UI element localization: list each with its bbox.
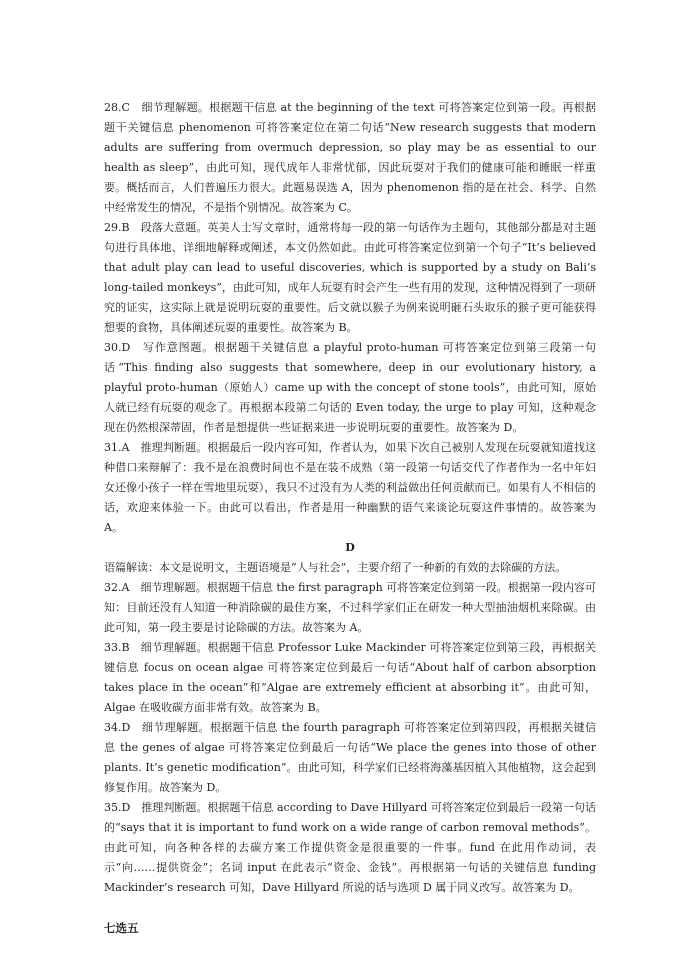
answer-30: 30.D 写作意图题。根据题干关键信息 a playful proto-human 可将答案定位到第三段第一句话“This finding also suggests that somewhere, deep in our evolutionary history, a playful proto-human（原始人）came up with the concept of stone tools”，由此可知，原始人就已经有玩耍的观念了。再根据本段第二句话的 Even today, the urge to play 可知，这种观念现在仍然根深蒂固，作者是想提供一些证据来进一步说明玩耍的重要性。故答案为 D。: [104, 341, 596, 434]
section-d-heading: D: [345, 541, 355, 554]
answer-35: 35.D 推理判断题。根据题干信息 according to Dave Hillyard 可将答案定位到最后一段第一句话的“says that it is important to fund work on a wide range of carbon removal methods”。由此可知，向各种各样的去碳方案工作提供资金是很重要的一件事。fund 在此用作动词，表示“向……提供资金”；名词 input 在此表示“资金、金钱”。再根据第一句话的关键信息 funding Mackinder’s research 可知，Dave Hillyard 所说的话与选项 D 属于同义改写。故答案为 D。: [104, 801, 596, 894]
section-d-intro: 语篇解读：本文是说明文，主题语境是“人与社会”，主要介绍了一种新的有效的去除碳的方法。: [104, 561, 567, 574]
answer-34: 34.D 细节理解题。根据题干信息 the fourth paragraph 可将答案定位到第四段，再根据关键信息 the genes of algae 可将答案定位到最后一句话“We place the genes into those of other plants. It’s genetic modification”。由此可知，科学家们已经将海藻基因植入其他植物，这会起到修复作用。故答案为 D。: [104, 721, 596, 794]
answer-28: 28.C 细节理解题。根据题干信息 at the beginning of the text 可将答案定位到第一段。再根据题干关键信息 phenomenon 可将答案定位在第二句话“New research suggests that modern adults are suffering from overmuch depression, so play may be as essential to our health as sleep”，由此可知，现代成年人非常忧郁，因此玩耍对于我们的健康可能和睡眠一样重要。概括而言，人们普遍压力很大。此题易误选 A，因为 phenomenon 指的是在社会、科学、自然中经常发生的情况，不是指个别情况。故答案为 C。: [104, 101, 596, 214]
answer-31: 31.A 推理判断题。根据最后一段内容可知，作者认为，如果下次自己被别人发现在玩耍就知道找这种借口来辩解了：我不是在浪费时间也不是在装不成熟（第一段第一句话交代了作者作为一名中年妇女还像小孩子一样在雪地里玩耍），我只不过没有为人类的利益做出任何贡献而已。如果有人不相信的话，欢迎来体验一下。由此可以看出，作者是用一种幽默的语气来谈论玩耍这件事情的。故答案为 A。: [104, 441, 596, 534]
next-section-title: 七选五: [104, 921, 139, 935]
answer-33: 33.B 细节理解题。根据题干信息 Professor Luke Mackinder 可将答案定位到第三段，再根据关键信息 focus on ocean algae 可将答案定位到最后一句话“About half of carbon absorption takes place in the ocean”和“Algae are extremely efficient at absorbing it”。由此可知，Algae 在吸收碳方面非常有效。故答案为 B。: [104, 641, 596, 714]
answer-32: 32.A 细节理解题。根据题干信息 the first paragraph 可将答案定位到第一段。根据第一段内容可知：目前还没有人知道一种消除碳的最佳方案，不过科学家们正在研发一种大型抽油烟机来除碳。由此可知，第一段主要是讨论除碳的方法。故答案为 A。: [104, 581, 596, 634]
answer-29: 29.B 段落大意题。英美人士写文章时，通常将每一段的第一句话作为主题句，其他部分都是对主题句进行具体地、详细地解释或阐述，本文仍然如此。由此可将答案定位到第一个句子“It’s believed that adult play can lead to useful discoveries, which is supported by a study on Bali’s long-tailed monkeys”，由此可知，成年人玩耍有时会产生一些有用的发现，这种情况得到了一项研究的证实，这实际上就是说明玩耍的重要性。后文就以猴子为例来说明砸石头取乐的猴子更可能获得想要的食物，具体阐述玩耍的重要性。故答案为 B。: [104, 221, 596, 334]
